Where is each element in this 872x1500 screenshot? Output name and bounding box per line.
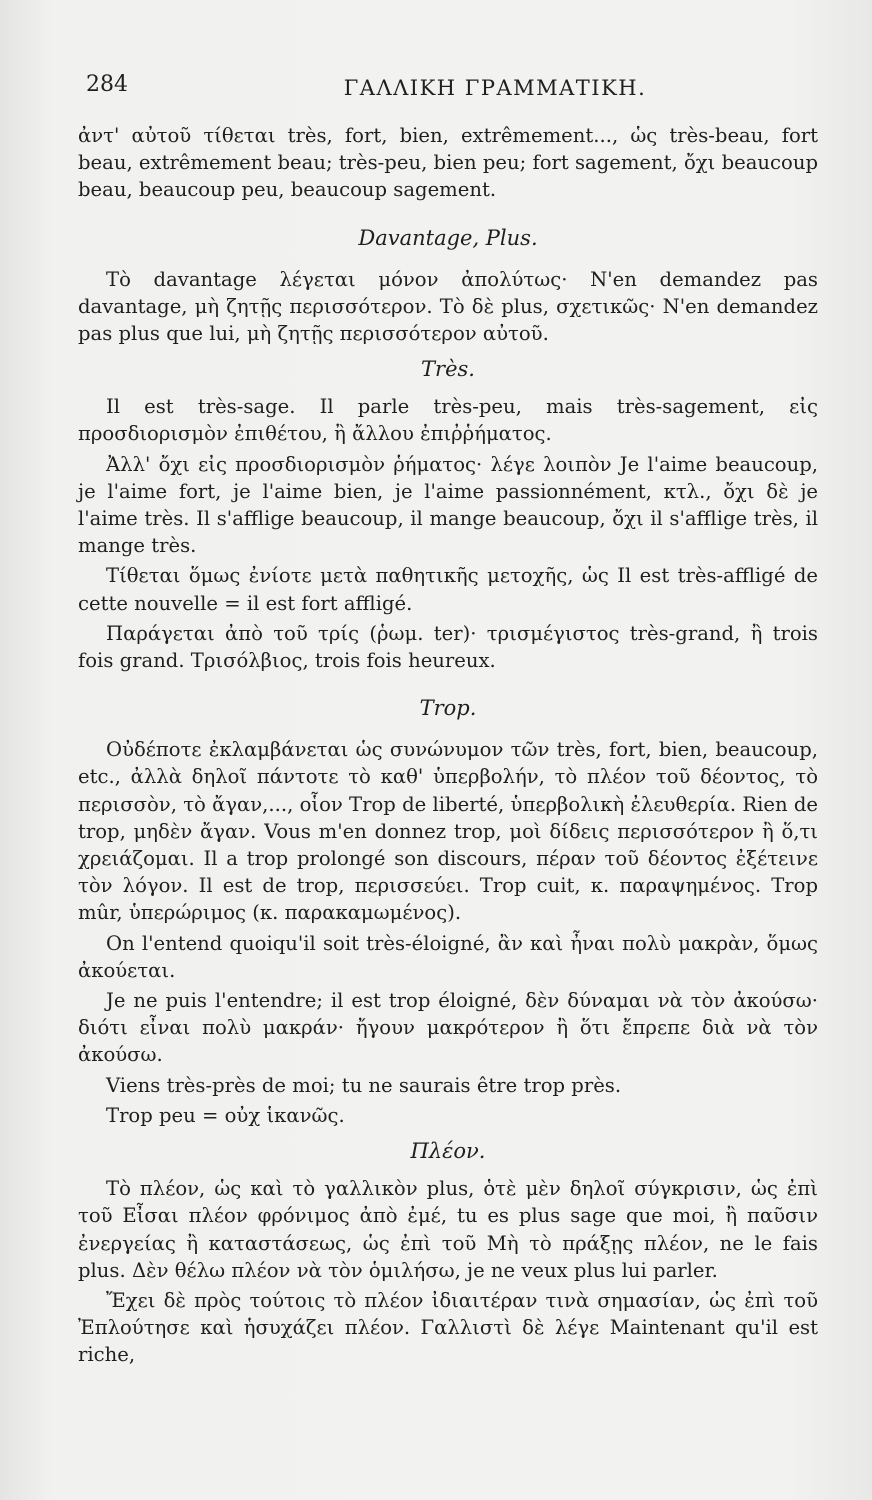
paragraph: Trop peu = οὐχ ἱκανῶς.: [106, 1103, 345, 1127]
section-heading: Trop.: [419, 696, 477, 721]
paragraph: Il est très-sage. Il parle très-peu, mais très-sagement, εἰς προσδιορισμὸν ἐπιθέτου, ἢ ἄλλου ἐπιῤῥήματος.: [78, 395, 818, 446]
section-heading: Très.: [421, 357, 475, 382]
section-heading: Πλέον.: [410, 1139, 486, 1164]
paragraph: Ἔχει δὲ πρὸς τούτοις τὸ πλέον ἰδιαιτέραν τινὰ σημασίαν, ὡς ἐπὶ τοῦ Ἐπλούτησε καὶ ἡσυχάζει πλέον. Γαλλιστὶ δὲ λέγε Maintenant qu'il est riche,: [78, 1288, 818, 1367]
paragraph: On l'entend quoiqu'il soit très-éloigné, ἂν καὶ ἦναι πολὺ μακρὰν, ὅμως ἀκούεται.: [78, 931, 818, 982]
paragraph: ἀντ' αὐτοῦ τίθεται très, fort, bien, extrêmement..., ὡς très-beau, fort beau, extrêmement beau; très-peu, bien peu; fort sagement, ὄχι beaucoup beau, beaucoup peu, beaucoup sagement.: [78, 124, 818, 202]
paragraph: Τὸ davantage λέγεται μόνον ἀπολύτως· N'en demandez pas davantage, μὴ ζητῇς περισσότερον. Τὸ δὲ plus, σχετικῶς· N'en demandez pas plus que lui, μὴ ζητῇς περισσότερον αὐτοῦ.: [78, 267, 818, 346]
paragraph: Ἀλλ' ὄχι εἰς προσδιορισμὸν ῥήματος· λέγε λοιπὸν Je l'aime beaucoup, je l'aime fort, je l'aime bien, je l'aime passionnément, κτλ., ὄχι δὲ je l'aime très. Il s'afflige beaucoup, il mange beaucoup, ὄχι il s'afflige très, il mange très.: [78, 452, 818, 558]
paragraph: Παράγεται ἀπὸ τοῦ τρίς (ῥωμ. ter)· τρισμέγιστος très-grand, ἢ trois fois grand. Τρισόλβιος, trois fois heureux.: [78, 621, 818, 673]
paragraph: Τίθεται ὅμως ἐνίοτε μετὰ παθητικῆς μετοχῆς, ὡς Il est très-affligé de cette nouvelle = il est fort affligé.: [78, 564, 818, 615]
page-number: 284: [86, 72, 128, 97]
page-body: [78, 122, 818, 1372]
paragraph: Je ne puis l'entendre; il est trop éloigné, δὲν δύναμαι νὰ τὸν ἀκούσω· διότι εἶναι πολὺ μακράν· ἤγουν μακρότερον ἢ ὅτι ἔπρεπε διὰ νὰ τὸν ἀκούσω.: [78, 989, 818, 1067]
paragraph: Viens très-près de moi; tu ne saurais être trop près.: [106, 1073, 622, 1097]
paragraph: Οὐδέποτε ἐκλαμβάνεται ὡς συνώνυμον τῶν très, fort, bien, beaucoup, etc., ἀλλὰ δηλοῖ πάντοτε τὸ καθ' ὑπερβολήν, τὸ πλέον τοῦ δέοντος, τὸ περισσὸν, τὸ ἄγαν,..., οἷον Trop de liberté, ὑπερβολικὴ ἐλευθερία. Rien de trop, μηδὲν ἄγαν. Vous m'en donnez trop, μοὶ δίδεις περισσότερον ἢ ὅ,τι χρειάζομαι. Il a trop prolongé son discours, πέραν τοῦ δέοντος ἐξέτεινε τὸν λόγον. Il est de trop, περισσεύει. Trop cuit, κ. παραψημένος. Trop mûr, ὑπερώριμος (κ. παρακαμωμένος).: [78, 738, 818, 925]
paragraph: Τὸ πλέον, ὡς καὶ τὸ γαλλικὸν plus, ὁτὲ μὲν δηλοῖ σύγκρισιν, ὡς ἐπὶ τοῦ Εἶσαι πλέον φρόνιμος ἀπὸ ἐμέ, tu es plus sage que moi, ἢ παῦσιν ἐνεργείας ἢ καταστάσεως, ὡς ἐπὶ τοῦ Μὴ τὸ πράξῃς πλέον, ne le fais plus. Δὲν θέλω πλέον νὰ τὸν ὁμιλήσω, je ne veux plus lui parler.: [78, 1177, 818, 1282]
section-heading: Davantage, Plus.: [358, 225, 538, 250]
running-title: ΓΑΛΛΙΚΗ ΓΡΑΜΜΑΤΙΚΗ.: [343, 76, 647, 100]
page-header: [86, 72, 824, 108]
